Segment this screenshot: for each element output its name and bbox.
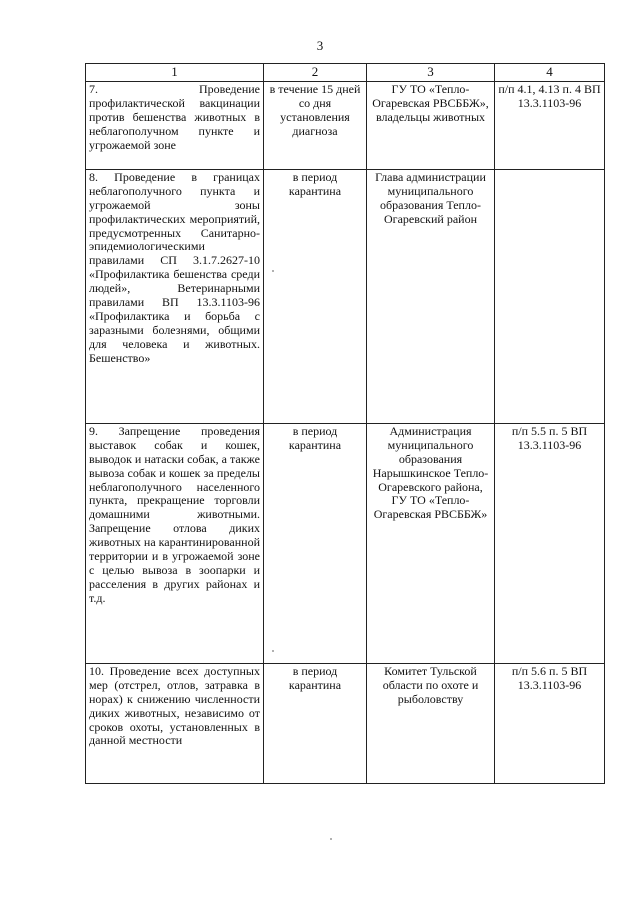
column-header-4: 4 bbox=[495, 64, 605, 82]
term-cell: в период карантина bbox=[264, 169, 367, 423]
table-row bbox=[86, 663, 605, 783]
scan-speck bbox=[330, 838, 332, 840]
scan-speck bbox=[272, 270, 274, 272]
responsible-cell: Комитет Тульской области по охоте и рыболовству bbox=[367, 663, 495, 783]
column-header-1: 1 bbox=[86, 64, 264, 82]
table-row bbox=[86, 423, 605, 663]
table-header-row bbox=[86, 64, 605, 82]
activity-cell: 8. Проведение в границах неблагополучного пункта и угрожаемой зоны профилактических мероприятий, предусмотренных Санитарно-эпидемиологическими правилами СП 3.1.7.2627-10 «Профилактика бешенства среди людей», Ветеринарными правилами ВП 13.3.1103-96 «Профилактика и борьба с заразными болезнями, общими для человека и животных. Бешенство» bbox=[86, 169, 264, 423]
reference-cell: п/п 4.1, 4.13 п. 4 ВП 13.3.1103-96 bbox=[495, 81, 605, 169]
page-number: 3 bbox=[316, 38, 324, 53]
activity-cell: 7. Проведение профилактической вакцинации против бешенства животных в неблагополучном пункте и угрожаемой зоне bbox=[86, 81, 264, 169]
responsible-cell: Администрация муниципального образования Нарышкинское Тепло-Огаревского района, ГУ ТО «Тепло-Огаревская РВСББЖ» bbox=[367, 423, 495, 663]
reference-cell bbox=[495, 169, 605, 423]
column-header-3: 3 bbox=[367, 64, 495, 82]
term-cell: в период карантина bbox=[264, 423, 367, 663]
reference-cell: п/п 5.5 п. 5 ВП 13.3.1103-96 bbox=[495, 423, 605, 663]
table-row bbox=[86, 81, 605, 169]
activity-cell: 9. Запрещение проведения выставок собак и кошек, выводок и натаски собак, а также вывоза собак и кошек за пределы неблагополучного населенного пункта, прекращение торговли домашними животными. Запрещение отлова диких животных на карантинированной территории и в угрожаемой зоне с целью вывоза в зоопарки и расселения в других районах и т.д. bbox=[86, 423, 264, 663]
measures-table bbox=[85, 63, 605, 784]
column-header-2: 2 bbox=[264, 64, 367, 82]
activity-cell: 10. Проведение всех доступных мер (отстрел, отлов, затравка в норах) к снижению численности диких животных, независимо от сроков охоты, установленных в данной местности bbox=[86, 663, 264, 783]
responsible-cell: Глава администрации муниципального образования Тепло-Огаревский район bbox=[367, 169, 495, 423]
term-cell: в течение 15 дней со дня установления диагноза bbox=[264, 81, 367, 169]
responsible-cell: ГУ ТО «Тепло-Огаревская РВСББЖ», владельцы животных bbox=[367, 81, 495, 169]
term-cell: в период карантина bbox=[264, 663, 367, 783]
reference-cell: п/п 5.6 п. 5 ВП 13.3.1103-96 bbox=[495, 663, 605, 783]
scan-speck bbox=[272, 650, 274, 652]
table-row bbox=[86, 169, 605, 423]
